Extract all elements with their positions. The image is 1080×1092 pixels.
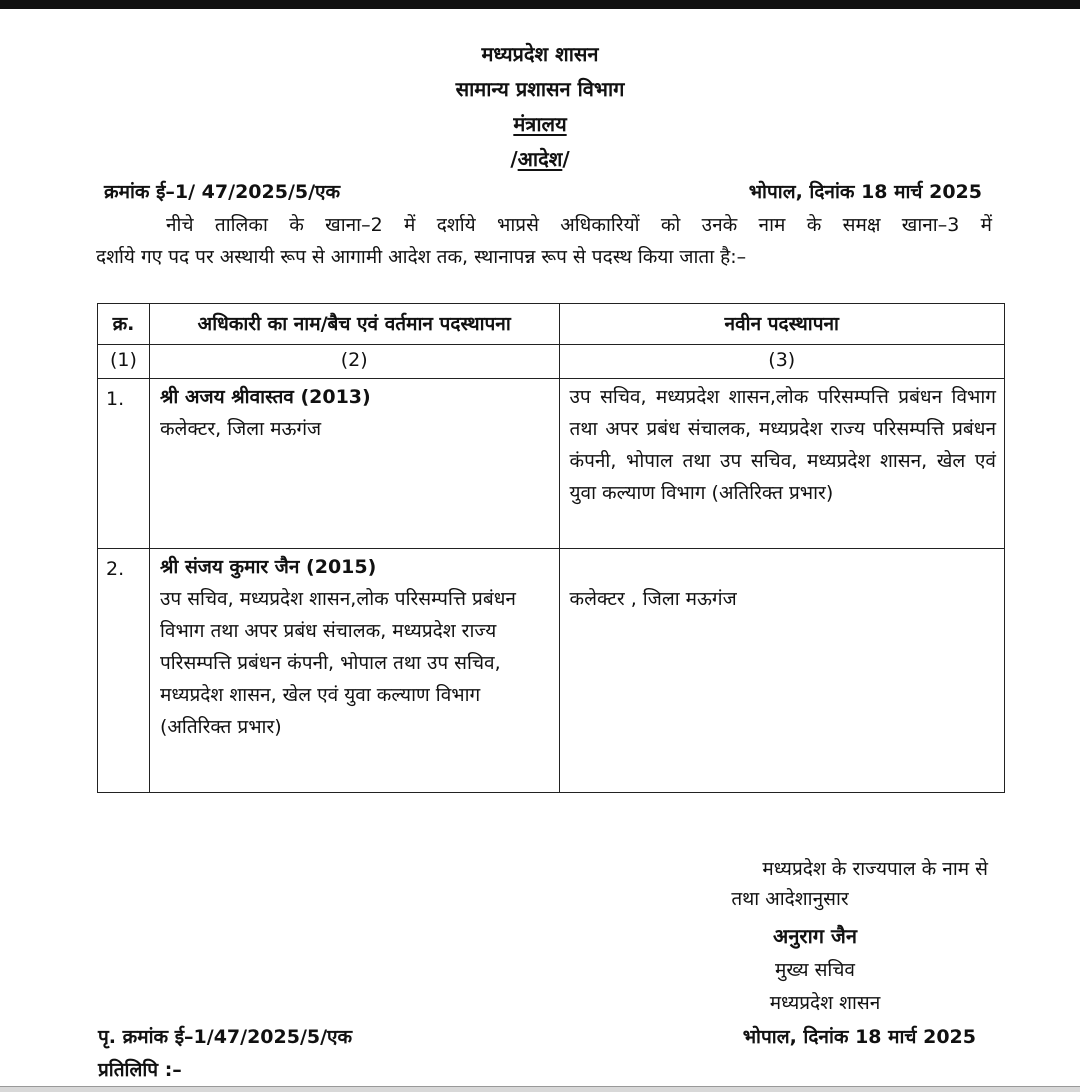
new-post-cell: उप सचिव, मध्यप्रदेश शासन,लोक परिसम्पत्ति प्रबंधन विभाग तथा अपर प्रबंध संचालक, मध्यप्रदेश राज्य परिसम्पत्ति प्रबंधन कंपनी, भोपाल तथा उप सचिव, मध्यप्रदेश शासन, खेल एवं युवा कल्याण विभाग (अतिरिक्त प्रभार) <box>559 379 1005 549</box>
officer-cell <box>149 549 559 793</box>
row-sn: 1. <box>98 379 150 549</box>
copy-to-label: प्रतिलिपि :– <box>98 1059 182 1081</box>
new-post-cell: कलेक्टर , जिला मऊगंज <box>559 549 1005 793</box>
order-body-line-2: दर्शाये गए पद पर अस्थायी रूप से आगामी आदेश तक, स्थानापन्न रूप से पदस्थ किया जाता है:– <box>96 246 747 268</box>
header-sn: क्र. <box>98 304 150 345</box>
top-border-bar <box>0 0 1080 9</box>
header-officer: अधिकारी का नाम/बैच एवं वर्तमान पदस्थापना <box>149 304 559 345</box>
officer-name: श्री संजय कुमार जैन (2015) <box>159 556 377 578</box>
doc-type-heading <box>0 145 1080 172</box>
signature-line-1: मध्यप्रदेश के राज्यपाल के नाम से <box>762 858 988 880</box>
signatory-govt: मध्यप्रदेश शासन <box>769 992 881 1014</box>
signatory-designation: मुख्य सचिव <box>775 959 855 981</box>
officer-name: श्री अजय श्रीवास्तव (2013) <box>159 386 371 408</box>
department-heading: सामान्य प्रशासन विभाग <box>455 77 625 101</box>
table-header-row <box>98 304 1005 345</box>
bottom-scroll-edge <box>0 1086 1080 1092</box>
column-number-3: (3) <box>559 345 1005 379</box>
signature-line-2: तथा आदेशानुसार <box>731 888 849 910</box>
endorsement-date: भोपाल, दिनांक 18 मार्च 2025 <box>742 1026 976 1048</box>
doc-type-text: आदेश <box>517 147 563 171</box>
header-new-post: नवीन पदस्थापना <box>559 304 1005 345</box>
officer-current-post: उप सचिव, मध्यप्रदेश शासन,लोक परिसम्पत्ति प्रबंधन विभाग तथा अपर प्रबंध संचालक, मध्यप्रदेश राज्य परिसम्पत्ति प्रबंधन कंपनी, भोपाल तथा उप सचिव, मध्यप्रदेश शासन, खेल एवं युवा कल्याण विभाग (अतिरिक्त प्रभार) <box>159 588 516 738</box>
table-index-row <box>98 345 1005 379</box>
doc-type-slash-left: / <box>510 147 518 171</box>
officer-current-post: कलेक्टर, जिला मऊगंज <box>159 418 322 440</box>
order-date: भोपाल, दिनांक 18 मार्च 2025 <box>748 181 982 203</box>
posting-table <box>97 303 1005 793</box>
column-number-1: (1) <box>98 345 150 379</box>
office-heading-text: मंत्रालय <box>513 112 567 136</box>
endorsement-number: पृ. क्रमांक ई–1/47/2025/5/एक <box>98 1026 353 1048</box>
row-sn: 2. <box>98 549 150 793</box>
order-number: क्रमांक ई–1/ 47/2025/5/एक <box>104 181 341 203</box>
office-heading <box>0 110 1080 137</box>
table-row <box>98 549 1005 793</box>
column-number-2: (2) <box>149 345 559 379</box>
table-row <box>98 379 1005 549</box>
signatory-name: अनुराग जैन <box>773 924 857 948</box>
officer-cell <box>149 379 559 549</box>
doc-type-slash-right: / <box>562 147 570 171</box>
order-body-line-1: नीचे तालिका के खाना–2 में दर्शाये भाप्रसे अधिकारियों को उनके नाम के समक्ष खाना–3 में <box>166 214 992 236</box>
govt-heading: मध्यप्रदेश शासन <box>481 42 599 66</box>
